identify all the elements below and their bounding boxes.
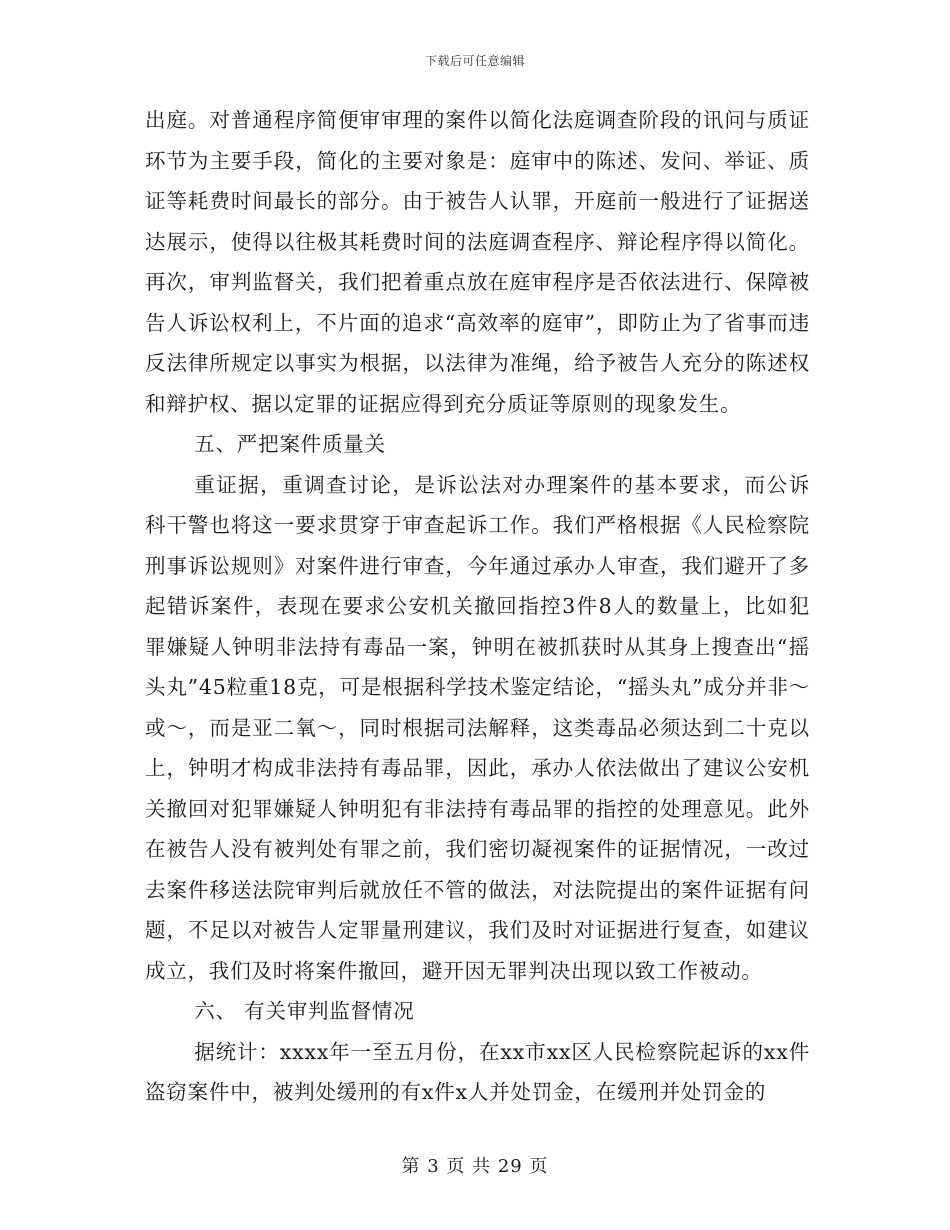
page-footer: 第 3 页 共 29 页 bbox=[401, 1156, 549, 1177]
document-body bbox=[145, 100, 810, 1113]
paragraph-case-quality: 重证据，重调查讨论，是诉讼法对办理案件的基本要求，而公诉科干警也将这一要求贯穿于审查起诉工作。我们严格根据《人民检察院刑事诉讼规则》对案件进行审查，今年通过承办人审查，我们避开了多起错诉案件，表现在要求公安机关撤回指控3件8人的数量上，比如犯罪嫌疑人钟明非法持有毒品一案，钟明在被抓获时从其身上搜查出“摇头丸”45粒重18克，可是根据科学技术鉴定结论，“摇头丸”成分并非～或～，而是亚二氧～，同时根据司法解释，这类毒品必须达到二十克以上，钟明才构成非法持有毒品罪，因此，承办人依法做出了建议公安机关撤回对犯罪嫌疑人钟明犯有非法持有毒品罪的指控的处理意见。此外在被告人没有被判处有罪之前，我们密切凝视案件的证据情况，一改过去案件移送法院审判后就放任不管的做法，对法院提出的案件证据有问题，不足以对被告人定罪量刑建议，我们及时对证据进行复查，如建议成立，我们及时将案件撤回，避开因无罪判决出现以致工作被动。 bbox=[145, 472, 810, 983]
page-header: 下载后可任意编辑 bbox=[424, 54, 525, 68]
section-heading-6: 六、 有关审判监督情况 bbox=[194, 999, 415, 1023]
section-heading-5: 五、严把案件质量关 bbox=[194, 432, 386, 456]
paragraph-continuation: 出庭。对普通程序简便审审理的案件以简化法庭调查阶段的讯问与质证环节为主要手段，简化的主要对象是：庭审中的陈述、发问、举证、质证等耗费时间最长的部分。由于被告人认罪，开庭前一般进行了证据送达展示，使得以往极其耗费时间的法庭调查程序、辩论程序得以简化。再次，审判监督关，我们把着重点放在庭审程序是否依法进行、保障被告人诉讼权利上，不片面的追求“高效率的庭审”，即防止为了省事而违反法律所规定以事实为根据，以法律为准绳，给予被告人充分的陈述权和辩护权、据以定罪的证据应得到充分质证等原则的现象发生。 bbox=[145, 108, 810, 416]
paragraph-statistics: 据统计：xxxx年一至五月份，在xx市xx区人民检察院起诉的xx件盗窃案件中，被判处缓刑的有x件x人并处罚金，在缓刑并处罚金的 bbox=[145, 1039, 810, 1104]
